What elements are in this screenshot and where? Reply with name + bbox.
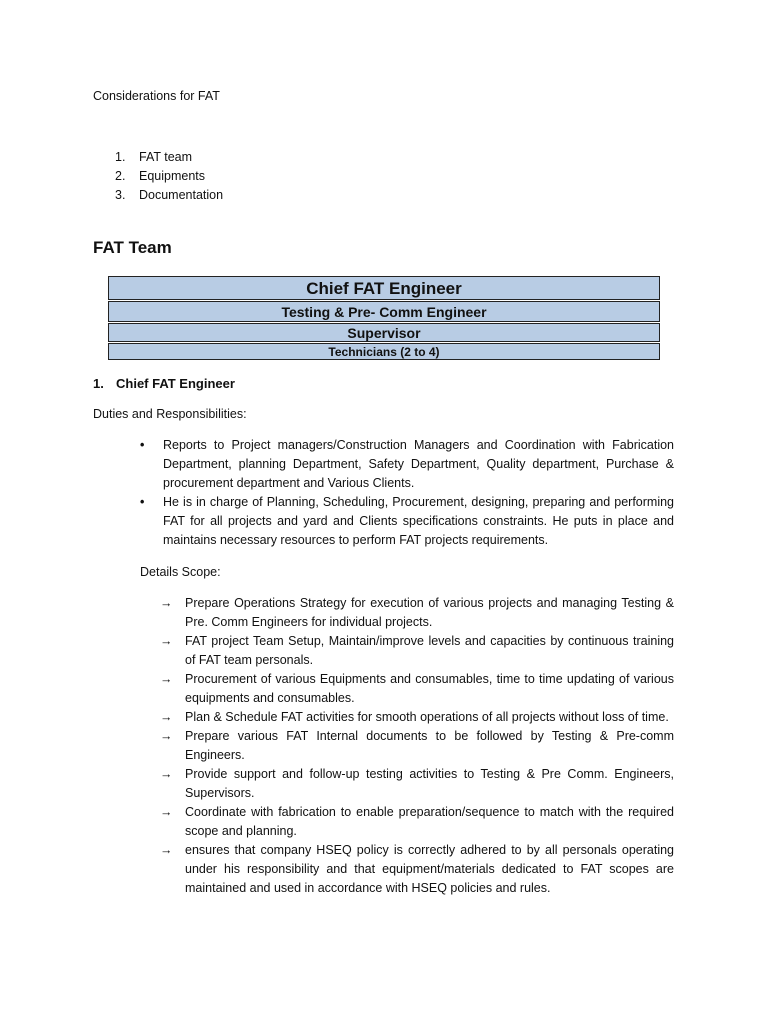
org-chart-table <box>108 276 660 360</box>
scope-label: Details Scope: <box>140 565 221 579</box>
role-title <box>93 374 235 393</box>
list-label: Equipments <box>139 169 206 183</box>
arrow-right-icon: → <box>160 767 173 781</box>
org-row-testing-engineer: Testing & Pre- Comm Engineer <box>108 301 660 322</box>
bullet-icon: • <box>140 438 145 452</box>
list-number: 3. <box>115 188 126 202</box>
org-row-supervisor: Supervisor <box>108 323 660 342</box>
list-item <box>160 841 674 898</box>
list-item <box>160 765 674 803</box>
duty-text: Reports to Project managers/Construction Managers and Coordination with Fabrication Department, planning Department, Safety Department, Quality department, Purchase & procurement department and Various Clients. <box>163 438 674 490</box>
section-heading: FAT Team <box>93 238 172 257</box>
arrow-right-icon: → <box>160 634 173 648</box>
org-row-technicians: Technicians (2 to 4) <box>108 343 660 360</box>
arrow-right-icon: → <box>160 710 173 724</box>
role-number: 1. <box>93 376 104 391</box>
role-name: Chief FAT Engineer <box>116 376 235 391</box>
arrow-right-icon: → <box>160 843 173 857</box>
considerations-list <box>115 148 223 205</box>
bullet-icon: • <box>140 495 145 509</box>
arrow-right-icon: → <box>160 672 173 686</box>
scope-text: Prepare Operations Strategy for execution of various projects and managing Testing & Pre. Comm Engineers for individual projects. <box>185 596 674 629</box>
duty-text: He is in charge of Planning, Scheduling, Procurement, designing, preparing and performing FAT for all projects and yard and Clients specifications constraints. He puts in place and maintains necessary resources to perform FAT projects requirements. <box>163 495 674 547</box>
list-item <box>140 436 674 493</box>
list-item <box>160 632 674 670</box>
duties-list <box>140 436 674 550</box>
scope-text: FAT project Team Setup, Maintain/improve levels and capacities by continuous training of FAT team personals. <box>185 634 674 667</box>
scope-list <box>160 594 674 898</box>
list-item <box>115 167 223 186</box>
list-item <box>115 186 223 205</box>
list-item <box>160 727 674 765</box>
org-row-chief: Chief FAT Engineer <box>108 276 660 300</box>
arrow-right-icon: → <box>160 596 173 610</box>
list-item <box>140 493 674 550</box>
duties-label: Duties and Responsibilities: <box>93 407 247 421</box>
list-item <box>160 594 674 632</box>
scope-text: ensures that company HSEQ policy is correctly adhered to by all personals operating under his responsibility and that equipment/materials dedicated to FAT scopes are maintained and used in accordance with HSEQ policies and rules. <box>185 843 674 895</box>
list-label: Documentation <box>139 188 224 202</box>
scope-text: Provide support and follow-up testing activities to Testing & Pre Comm. Engineers, Supervisors. <box>185 767 674 800</box>
list-item <box>160 670 674 708</box>
scope-text: Procurement of various Equipments and consumables, time to time updating of various equipments and consumables. <box>185 672 674 705</box>
arrow-right-icon: → <box>160 729 173 743</box>
list-number: 2. <box>115 169 126 183</box>
list-item <box>115 148 223 167</box>
list-label: FAT team <box>139 150 193 164</box>
arrow-right-icon: → <box>160 805 173 819</box>
intro-text: Considerations for FAT <box>93 89 220 103</box>
list-number: 1. <box>115 150 126 164</box>
scope-text: Coordinate with fabrication to enable preparation/sequence to match with the required scope and planning. <box>185 805 674 838</box>
list-item <box>160 803 674 841</box>
list-item <box>160 708 674 727</box>
scope-text: Prepare various FAT Internal documents to be followed by Testing & Pre-comm Engineers. <box>185 729 674 762</box>
scope-text: Plan & Schedule FAT activities for smooth operations of all projects without loss of time. <box>185 710 669 724</box>
